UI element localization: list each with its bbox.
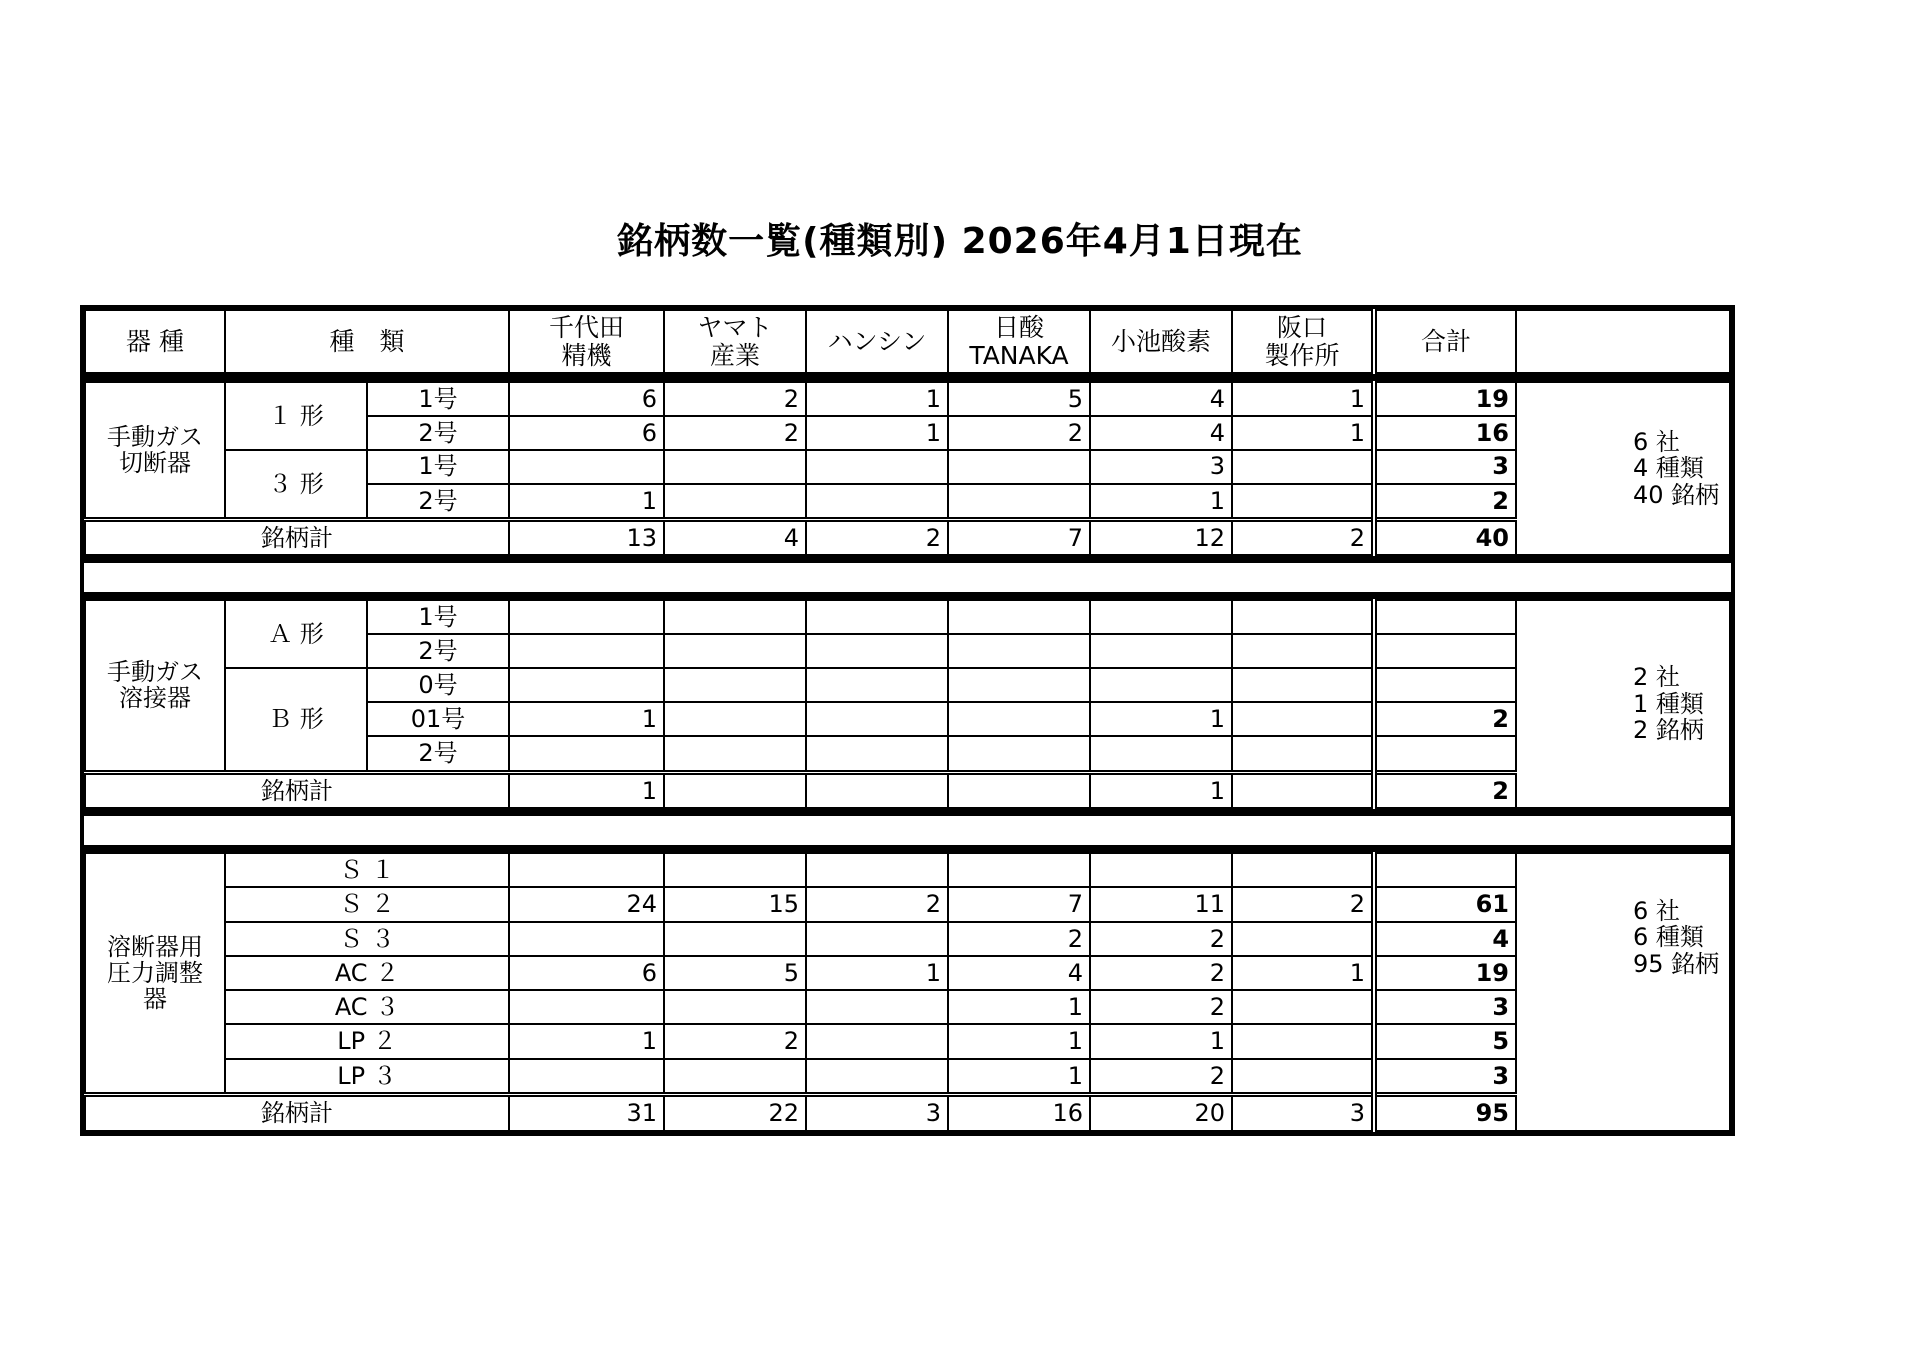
cell-value bbox=[509, 634, 664, 668]
form-label: Ｂ 形 bbox=[225, 668, 367, 772]
cell-value bbox=[806, 990, 948, 1024]
form-label: ３ 形 bbox=[225, 450, 367, 520]
cell-value: 2 bbox=[664, 416, 806, 450]
cell-value: 11 bbox=[1090, 887, 1232, 921]
sum-value: 3 bbox=[806, 1095, 948, 1131]
cell-total: 5 bbox=[1374, 1024, 1516, 1058]
header-summary bbox=[1516, 310, 1730, 373]
cell-value bbox=[664, 450, 806, 484]
cell-value: 2 bbox=[1232, 887, 1374, 921]
sum-value: 1 bbox=[509, 772, 664, 808]
cell-value bbox=[1090, 853, 1232, 887]
size-label: 01号 bbox=[367, 702, 509, 736]
size-label: 2号 bbox=[367, 634, 509, 668]
cell-value: 1 bbox=[509, 702, 664, 736]
form-label: Ａ 形 bbox=[225, 600, 367, 668]
cell-value bbox=[948, 600, 1090, 634]
cell-value bbox=[509, 668, 664, 702]
cell-value bbox=[664, 634, 806, 668]
type-label: LP ３ bbox=[225, 1059, 509, 1095]
cell-value bbox=[1232, 1059, 1374, 1095]
cell-value: 6 bbox=[509, 382, 664, 416]
cell-value bbox=[1232, 484, 1374, 520]
cell-value: 2 bbox=[1090, 990, 1232, 1024]
summary-companies: 6 社 bbox=[1633, 897, 1680, 925]
sum-value: 31 bbox=[509, 1095, 664, 1131]
type-label: Ｓ ２ bbox=[225, 887, 509, 921]
cell-value: 24 bbox=[509, 887, 664, 921]
sum-value: 13 bbox=[509, 519, 664, 555]
section-spacer bbox=[80, 812, 1735, 849]
size-label: 1号 bbox=[367, 382, 509, 416]
sum-value: 12 bbox=[1090, 519, 1232, 555]
cell-value bbox=[806, 922, 948, 956]
table-row bbox=[85, 1024, 1730, 1058]
summary-companies: 6 社 bbox=[1633, 427, 1680, 456]
cell-value: 6 bbox=[509, 956, 664, 990]
cell-value bbox=[664, 736, 806, 772]
cell-total: 3 bbox=[1374, 1059, 1516, 1095]
cell-total: 3 bbox=[1374, 990, 1516, 1024]
header-company: ヤマト 産業 bbox=[664, 310, 806, 373]
header-company: 小池酸素 bbox=[1090, 310, 1232, 373]
cell-value: 5 bbox=[664, 956, 806, 990]
cell-value: 3 bbox=[1090, 450, 1232, 484]
sum-label: 銘柄計 bbox=[85, 519, 509, 555]
sum-total: 40 bbox=[1374, 519, 1516, 555]
sum-label: 銘柄計 bbox=[85, 772, 509, 808]
sum-value bbox=[1232, 772, 1374, 808]
type-label: Ｓ １ bbox=[225, 853, 509, 887]
summary-brands: 40 銘柄 bbox=[1633, 480, 1720, 509]
table-row bbox=[85, 668, 1730, 702]
table-row bbox=[85, 956, 1730, 990]
cell-value: 1 bbox=[948, 1024, 1090, 1058]
cell-total bbox=[1374, 668, 1516, 702]
cell-value: 5 bbox=[948, 382, 1090, 416]
cell-value bbox=[1090, 600, 1232, 634]
size-label: 2号 bbox=[367, 484, 509, 520]
table-row bbox=[85, 1059, 1730, 1095]
summary-types: 1 種類 bbox=[1633, 689, 1704, 718]
header-company: ハンシン bbox=[806, 310, 948, 373]
sum-value: 2 bbox=[1232, 519, 1374, 555]
sum-row bbox=[85, 1095, 1730, 1131]
summary-types: 4 種類 bbox=[1633, 454, 1704, 483]
cell-value bbox=[1232, 736, 1374, 772]
sum-row bbox=[85, 772, 1730, 808]
section-regulator bbox=[80, 848, 1735, 1136]
section-summary bbox=[1516, 600, 1730, 808]
cell-total bbox=[1374, 600, 1516, 634]
table-row bbox=[85, 887, 1730, 921]
sum-row bbox=[85, 519, 1730, 555]
cell-value: 1 bbox=[948, 990, 1090, 1024]
cell-value: 1 bbox=[1090, 702, 1232, 736]
cell-value: 1 bbox=[1232, 382, 1374, 416]
cell-value bbox=[1232, 634, 1374, 668]
cell-value bbox=[664, 702, 806, 736]
cell-value: 1 bbox=[948, 1059, 1090, 1095]
cell-value: 2 bbox=[1090, 1059, 1232, 1095]
cell-value bbox=[806, 702, 948, 736]
size-label: 0号 bbox=[367, 668, 509, 702]
cell-value bbox=[806, 668, 948, 702]
header-total: 合計 bbox=[1374, 310, 1516, 373]
cell-value bbox=[1232, 922, 1374, 956]
cell-value bbox=[509, 990, 664, 1024]
cell-value: 7 bbox=[948, 887, 1090, 921]
sum-total: 2 bbox=[1374, 772, 1516, 808]
category-label: 手動ガス 切断器 bbox=[85, 382, 225, 519]
cell-value bbox=[509, 736, 664, 772]
cell-value bbox=[1232, 600, 1374, 634]
section-summary bbox=[1516, 382, 1730, 555]
cell-value bbox=[509, 1059, 664, 1095]
cell-value bbox=[1090, 668, 1232, 702]
cell-value bbox=[664, 484, 806, 520]
table-row bbox=[85, 600, 1730, 634]
cell-value bbox=[664, 990, 806, 1024]
cell-value bbox=[509, 853, 664, 887]
type-label: AC ３ bbox=[225, 990, 509, 1024]
table-row bbox=[85, 922, 1730, 956]
cell-value: 1 bbox=[509, 1024, 664, 1058]
cell-total: 3 bbox=[1374, 450, 1516, 484]
cell-value: 15 bbox=[664, 887, 806, 921]
cell-value bbox=[948, 853, 1090, 887]
cell-value: 2 bbox=[806, 887, 948, 921]
cell-value: 6 bbox=[509, 416, 664, 450]
sum-label: 銘柄計 bbox=[85, 1095, 509, 1131]
cell-value: 1 bbox=[806, 382, 948, 416]
cell-value: 1 bbox=[806, 956, 948, 990]
type-label: LP ２ bbox=[225, 1024, 509, 1058]
cell-total: 2 bbox=[1374, 484, 1516, 520]
section-summary bbox=[1516, 853, 1730, 1131]
summary-brands: 95 銘柄 bbox=[1633, 949, 1720, 978]
summary-companies: 2 社 bbox=[1633, 663, 1680, 692]
cell-value bbox=[664, 922, 806, 956]
cell-value bbox=[1232, 702, 1374, 736]
size-label: 2号 bbox=[367, 736, 509, 772]
summary-types: 6 種類 bbox=[1633, 923, 1704, 952]
cell-value: 4 bbox=[1090, 382, 1232, 416]
category-label: 手動ガス 溶接器 bbox=[85, 600, 225, 772]
cell-value bbox=[664, 600, 806, 634]
page-title: 銘柄数一覧(種類別) 2026年4月1日現在 bbox=[617, 221, 1303, 262]
cell-value: 2 bbox=[664, 382, 806, 416]
cell-value bbox=[1232, 1024, 1374, 1058]
cell-value: 4 bbox=[948, 956, 1090, 990]
cell-total: 61 bbox=[1374, 887, 1516, 921]
cell-value: 1 bbox=[1090, 1024, 1232, 1058]
cell-value bbox=[806, 484, 948, 520]
cell-total: 4 bbox=[1374, 922, 1516, 956]
cell-total: 16 bbox=[1374, 416, 1516, 450]
cell-value bbox=[948, 668, 1090, 702]
cell-value bbox=[1090, 634, 1232, 668]
form-label: １ 形 bbox=[225, 382, 367, 450]
size-label: 1号 bbox=[367, 450, 509, 484]
cell-value: 1 bbox=[1232, 416, 1374, 450]
category-label: 溶断器用 圧力調整 器 bbox=[85, 853, 225, 1095]
sum-value: 20 bbox=[1090, 1095, 1232, 1131]
cell-value bbox=[948, 736, 1090, 772]
cell-value bbox=[806, 853, 948, 887]
header-company: 日酸 TANAKA bbox=[948, 310, 1090, 373]
section-cutter bbox=[80, 377, 1735, 560]
sum-value: 7 bbox=[948, 519, 1090, 555]
sum-value: 16 bbox=[948, 1095, 1090, 1131]
cell-value bbox=[664, 668, 806, 702]
header-type: 種 類 bbox=[225, 310, 509, 373]
sum-value: 1 bbox=[1090, 772, 1232, 808]
cell-value bbox=[806, 736, 948, 772]
summary-brands: 2 銘柄 bbox=[1633, 716, 1704, 745]
section-welder bbox=[80, 595, 1735, 813]
cell-value bbox=[1232, 853, 1374, 887]
cell-value bbox=[948, 702, 1090, 736]
cell-value: 2 bbox=[1090, 956, 1232, 990]
cell-value bbox=[1232, 668, 1374, 702]
cell-total bbox=[1374, 853, 1516, 887]
cell-value bbox=[1232, 450, 1374, 484]
cell-total bbox=[1374, 736, 1516, 772]
type-label: AC ２ bbox=[225, 956, 509, 990]
cell-value bbox=[806, 1059, 948, 1095]
cell-total bbox=[1374, 634, 1516, 668]
cell-value bbox=[664, 853, 806, 887]
sum-value: 4 bbox=[664, 519, 806, 555]
type-label: Ｓ ３ bbox=[225, 922, 509, 956]
cell-value: 1 bbox=[806, 416, 948, 450]
cell-value bbox=[806, 450, 948, 484]
header-company: 阪口 製作所 bbox=[1232, 310, 1374, 373]
cell-value bbox=[806, 600, 948, 634]
cell-value: 1 bbox=[509, 484, 664, 520]
cell-value: 2 bbox=[948, 416, 1090, 450]
size-label: 2号 bbox=[367, 416, 509, 450]
cell-value: 4 bbox=[1090, 416, 1232, 450]
size-label: 1号 bbox=[367, 600, 509, 634]
cell-value bbox=[948, 450, 1090, 484]
table-row bbox=[85, 853, 1730, 887]
table-header bbox=[80, 305, 1735, 378]
header-equipment: 器 種 bbox=[85, 310, 225, 373]
cell-value: 2 bbox=[664, 1024, 806, 1058]
header-company: 千代田 精機 bbox=[509, 310, 664, 373]
sum-value bbox=[948, 772, 1090, 808]
cell-value bbox=[806, 1024, 948, 1058]
sum-value bbox=[806, 772, 948, 808]
section-spacer bbox=[80, 559, 1735, 596]
cell-value bbox=[948, 634, 1090, 668]
cell-total: 19 bbox=[1374, 382, 1516, 416]
cell-value bbox=[948, 484, 1090, 520]
cell-value: 2 bbox=[1090, 922, 1232, 956]
sum-value bbox=[664, 772, 806, 808]
sum-value: 2 bbox=[806, 519, 948, 555]
cell-value bbox=[1090, 736, 1232, 772]
cell-value: 2 bbox=[948, 922, 1090, 956]
table-row bbox=[85, 382, 1730, 416]
cell-total: 2 bbox=[1374, 702, 1516, 736]
sum-value: 3 bbox=[1232, 1095, 1374, 1131]
cell-value: 1 bbox=[1232, 956, 1374, 990]
sum-value: 22 bbox=[664, 1095, 806, 1131]
sum-total: 95 bbox=[1374, 1095, 1516, 1131]
cell-value bbox=[1232, 990, 1374, 1024]
table-row bbox=[85, 450, 1730, 484]
cell-value bbox=[509, 450, 664, 484]
cell-value bbox=[509, 600, 664, 634]
cell-value bbox=[806, 634, 948, 668]
table-row bbox=[85, 990, 1730, 1024]
cell-value bbox=[509, 922, 664, 956]
cell-total: 19 bbox=[1374, 956, 1516, 990]
cell-value bbox=[664, 1059, 806, 1095]
cell-value: 1 bbox=[1090, 484, 1232, 520]
